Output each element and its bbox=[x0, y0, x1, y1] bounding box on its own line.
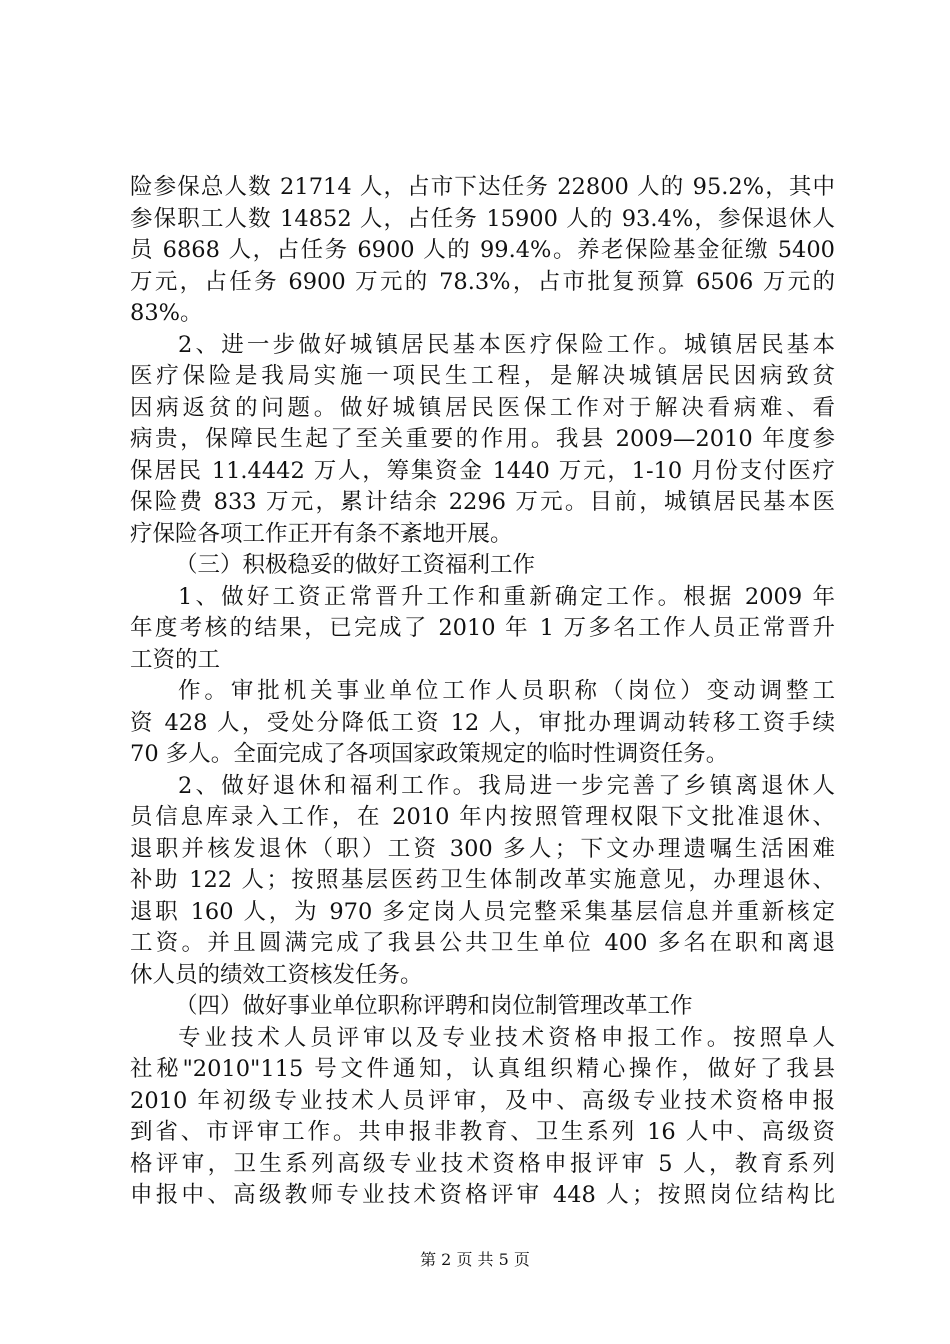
text-line: 员信息库录入工作，在 2010 年内按照管理权限下文批准退休、 bbox=[130, 804, 835, 830]
text-line: 参保职工人数 14852 人，占任务 15900 人的 93.4%，参保退休人 bbox=[130, 205, 835, 232]
text-line: 到省、市评审工作。共申报非教育、卫生系列 16 人中、高级资 bbox=[130, 1119, 835, 1145]
text-line: 疗保险各项工作正开有条不紊地开展。 bbox=[130, 520, 513, 547]
text-line: 工资的工 bbox=[130, 646, 221, 673]
text-line: 保险费 833 万元，累计结余 2296 万元。目前，城镇居民基本医 bbox=[130, 489, 835, 515]
text-line: （四）做好事业单位职称评聘和岗位制管理改革工作 bbox=[175, 993, 693, 1019]
text-line: 万元，占任务 6900 万元的 78.3%，占市批复预算 6506 万元的 bbox=[130, 268, 835, 295]
text-line: 1、做好工资正常晋升工作和重新确定工作。根据 2009 年 bbox=[178, 583, 835, 610]
text-line: 工资。并且圆满完成了我县公共卫生单位 400 多名在职和离退 bbox=[130, 930, 835, 956]
text-line: 休人员的绩效工资核发任务。 bbox=[130, 961, 423, 988]
text-line: 格评审，卫生系列高级专业技术资格申报评审 5 人，教育系列 bbox=[130, 1150, 835, 1177]
text-line: 作。审批机关事业单位工作人员职称（岗位）变动调整工 bbox=[178, 678, 835, 704]
text-line: 2、做好退休和福利工作。我局进一步完善了乡镇离退休人 bbox=[178, 772, 835, 799]
text-line: 退职 160 人，为 970 多定岗人员完整采集基层信息并重新核定 bbox=[130, 898, 835, 925]
text-line: 年度考核的结果，已完成了 2010 年 1 万多名工作人员正常晋升 bbox=[130, 615, 835, 641]
text-line: 退职并核发退休（职）工资 300 多人；下文办理遗嘱生活困难 bbox=[130, 835, 835, 862]
text-line: 专业技术人员评审以及专业技术资格申报工作。按照阜人 bbox=[178, 1024, 835, 1051]
text-line: 保居民 11.4442 万人，筹集资金 1440 万元，1-10 月份支付医疗 bbox=[130, 457, 835, 484]
text-line: 70 多人。全面完成了各项国家政策规定的临时性调资任务。 bbox=[130, 741, 729, 767]
text-line: 社秘"2010"115 号文件通知，认真组织精心操作，做好了我县 bbox=[130, 1056, 835, 1082]
body-text bbox=[130, 172, 835, 1212]
text-line: 资 428 人，受处分降低工资 12 人，审批办理调动转移工资手续 bbox=[130, 709, 835, 736]
text-line: 补助 122 人；按照基层医药卫生体制改革实施意见，办理退休、 bbox=[130, 867, 835, 893]
text-line: 因病返贫的问题。做好城镇居民医保工作对于解决看病难、看 bbox=[130, 394, 835, 421]
text-line: 医疗保险是我局实施一项民生工程，是解决城镇居民因病致贫 bbox=[130, 363, 835, 389]
text-line: 员 6868 人，占任务 6900 人的 99.4%。养老保险基金征缴 5400 bbox=[130, 237, 835, 263]
text-line: 83%。 bbox=[130, 300, 203, 326]
text-line: 2、进一步做好城镇居民基本医疗保险工作。城镇居民基本 bbox=[178, 331, 835, 358]
text-line: 申报中、高级教师专业技术资格评审 448 人；按照岗位结构比 bbox=[130, 1182, 835, 1208]
text-line: 病贵，保障民生起了至关重要的作用。我县 2009—2010 年度参 bbox=[130, 426, 835, 452]
text-line: 2010 年初级专业技术人员评审，及中、高级专业技术资格申报 bbox=[130, 1087, 835, 1114]
page-footer: 第 2 页 共 5 页 bbox=[420, 1250, 530, 1269]
text-line: 险参保总人数 21714 人，占市下达任务 22800 人的 95.2%，其中 bbox=[130, 174, 835, 200]
text-line: （三）积极稳妥的做好工资福利工作 bbox=[175, 552, 536, 578]
